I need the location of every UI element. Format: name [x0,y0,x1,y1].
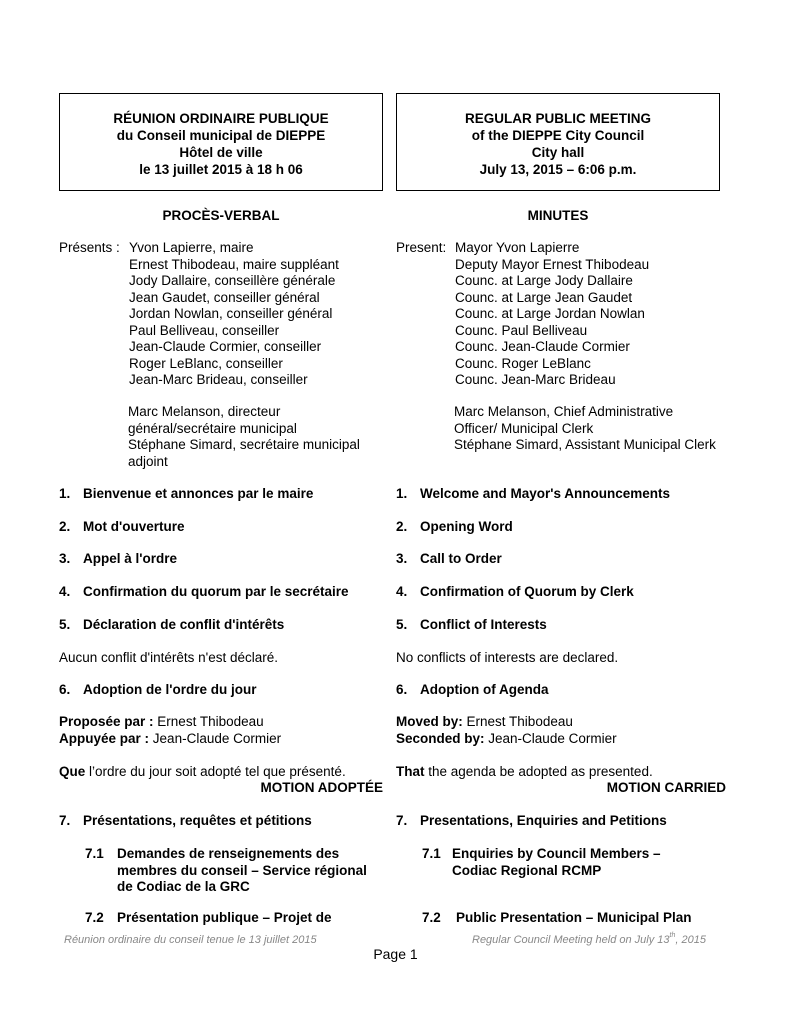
agenda-item-fr [59,551,177,568]
item-number: 5. [396,617,408,632]
staff-en: Stéphane Simard, Assistant Municipal Clerk [454,437,716,452]
agenda-item-en [396,519,513,536]
header-fr-line: RÉUNION ORDINAIRE PUBLIQUE [113,111,329,126]
motion-moved-fr [59,714,264,731]
motion-seconded-en [396,731,617,748]
attendee-fr: Paul Belliveau, conseiller [129,322,280,338]
conflict-text-en: No conflicts of interests are declared. [396,650,619,665]
header-fr-line: Hôtel de ville [179,145,263,160]
item-number: 6. [396,682,408,697]
seconded-label: Seconded by: [396,731,485,746]
moved-name: Ernest Thibodeau [466,714,573,729]
item-number: 7. [396,813,408,828]
attendee-en: Counc. Jean-Claude Cormier [455,339,630,354]
header-fr-line: le 13 juillet 2015 à 18 h 06 [139,162,303,177]
item-number: 2. [59,519,71,534]
item-title: Opening Word [420,519,513,534]
moved-label: Moved by: [396,714,463,729]
item-title: Call to Order [420,551,502,566]
attendee-en: Counc. Paul Belliveau [455,322,588,338]
subitem-title-en: Public Presentation – Municipal Plan [456,910,692,925]
present-list-fr [129,240,339,389]
attendee-fr: Jean Gaudet, conseiller général [129,289,320,305]
footer-en-year: , 2015 [675,934,706,946]
attendee-en: Counc. at Large Jordan Nowlan [455,306,645,321]
staff-list-en [454,404,716,454]
attendee-en: Counc. Jean-Marc Brideau [455,372,616,387]
item-number: 2. [396,519,408,534]
staff-fr: Marc Melanson, directeur [128,404,281,419]
item-title: Présentations, requêtes et pétitions [83,813,312,828]
staff-fr: général/secrétaire municipal [128,420,297,436]
agenda-item-en [396,682,549,699]
motion-text-en [396,764,653,781]
staff-en: Officer/ Municipal Clerk [454,420,594,436]
attendee-en: Counc. at Large Jody Dallaire [455,273,633,288]
item-title: Adoption of Agenda [420,682,549,697]
moved-name: Ernest Thibodeau [157,714,264,729]
item-number: 4. [59,584,71,599]
moved-label: Proposée par : [59,714,154,729]
attendee-fr: Jean-Marc Brideau, conseiller [129,372,308,387]
subitem-line: de Codiac de la GRC [117,879,250,894]
header-fr-line: du Conseil municipal de DIEPPE [116,128,326,143]
header-en-line: July 13, 2015 – 6:06 p.m. [479,162,637,177]
staff-list-fr [128,404,360,470]
motion-text-fr [59,764,346,781]
subitem-title-fr [117,846,367,896]
present-list-en [455,240,649,389]
attendee-en: Counc. at Large Jean Gaudet [455,289,633,305]
staff-fr: Stéphane Simard, secrétaire municipal [128,437,360,452]
subitem-number-en: 7.2 [422,910,441,925]
motion-body: the agenda be adopted as presented. [428,764,653,779]
attendee-en: Mayor Yvon Lapierre [455,240,580,255]
attendee-en: Deputy Mayor Ernest Thibodeau [455,256,650,272]
item-title: Confirmation du quorum par le secrétaire [83,584,349,599]
motion-seconded-fr [59,731,281,748]
item-title: Adoption de l'ordre du jour [83,682,257,697]
page-number: Page 1 [373,946,418,962]
staff-fr: adjoint [128,453,168,469]
item-title: Confirmation of Quorum by Clerk [420,584,634,599]
footer-en-text: Regular Council Meeting held on July 13 [472,934,670,946]
footer-en-sup: th [669,932,676,939]
present-label-en: Present: [396,240,447,255]
motion-moved-en [396,714,573,731]
attendee-en: Counc. Roger LeBlanc [455,355,591,371]
attendee-fr: Roger LeBlanc, conseiller [129,355,283,371]
item-title: Welcome and Mayor's Announcements [420,486,671,501]
header-box-en [396,93,720,191]
item-title: Conflict of Interests [420,617,547,632]
motion-body: l’ordre du jour soit adopté tel que présenté. [89,764,346,779]
subitem-number-en: 7.1 [422,846,441,861]
agenda-item-fr [59,486,314,503]
item-number: 1. [59,486,71,501]
item-number: 4. [396,584,408,599]
agenda-item-en [396,584,634,601]
header-box-fr [59,93,383,191]
subitem-number-fr: 7.2 [85,910,104,925]
subitem-line: Enquiries by Council Members – [452,846,661,861]
motion-that: Que [59,764,86,779]
subitem-line: Codiac Regional RCMP [452,862,602,878]
attendee-fr: Jordan Nowlan, conseiller général [129,306,333,321]
seconded-name: Jean-Claude Cormier [152,731,282,746]
section-title-fr: PROCÈS-VERBAL [162,208,280,223]
agenda-item-en [396,813,667,830]
item-number: 6. [59,682,71,697]
subitem-number-fr: 7.1 [85,846,104,861]
agenda-item-fr [59,617,285,634]
item-number: 5. [59,617,71,632]
motion-result-en: MOTION CARRIED [606,780,726,795]
seconded-label: Appuyée par : [59,731,150,746]
subitem-title-en [452,846,661,879]
agenda-item-fr [59,584,349,601]
footer-fr: Réunion ordinaire du conseil tenue le 13 juillet 2015 [64,934,317,946]
staff-en: Marc Melanson, Chief Administrative [454,404,674,419]
attendee-fr: Yvon Lapierre, maire [129,240,254,255]
conflict-text-fr: Aucun conflit d'intérêts n'est déclaré. [59,650,279,665]
header-en-line: REGULAR PUBLIC MEETING [464,111,651,126]
attendee-fr: Jean-Claude Cormier, conseiller [129,339,322,354]
motion-that: That [396,764,425,779]
agenda-item-en [396,617,547,634]
section-title-en: MINUTES [527,208,589,223]
header-en-line: of the DIEPPE City Council [471,128,645,143]
header-en-line: City hall [531,145,585,160]
agenda-item-fr [59,813,312,830]
item-title: Presentations, Enquiries and Petitions [420,813,667,828]
agenda-item-fr [59,519,185,536]
item-title: Déclaration de conflit d'intérêts [83,617,285,632]
present-label-fr: Présents : [59,240,120,255]
subitem-title-fr: Présentation publique – Projet de [117,910,332,925]
item-number: 3. [396,551,408,566]
subitem-line: membres du conseil – Service régional [117,862,367,878]
item-number: 1. [396,486,408,501]
attendee-fr: Ernest Thibodeau, maire suppléant [129,256,339,272]
attendee-fr: Jody Dallaire, conseillère générale [129,273,336,288]
item-title: Appel à l'ordre [83,551,177,566]
item-number: 7. [59,813,71,828]
agenda-item-en [396,486,671,503]
motion-result-fr: MOTION ADOPTÉE [260,780,383,795]
seconded-name: Jean-Claude Cormier [488,731,617,746]
item-title: Mot d'ouverture [83,519,185,534]
item-number: 3. [59,551,71,566]
agenda-item-fr [59,682,257,699]
subitem-line: Demandes de renseignements des [117,846,340,861]
agenda-item-en [396,551,502,568]
item-title: Bienvenue et annonces par le maire [83,486,314,501]
